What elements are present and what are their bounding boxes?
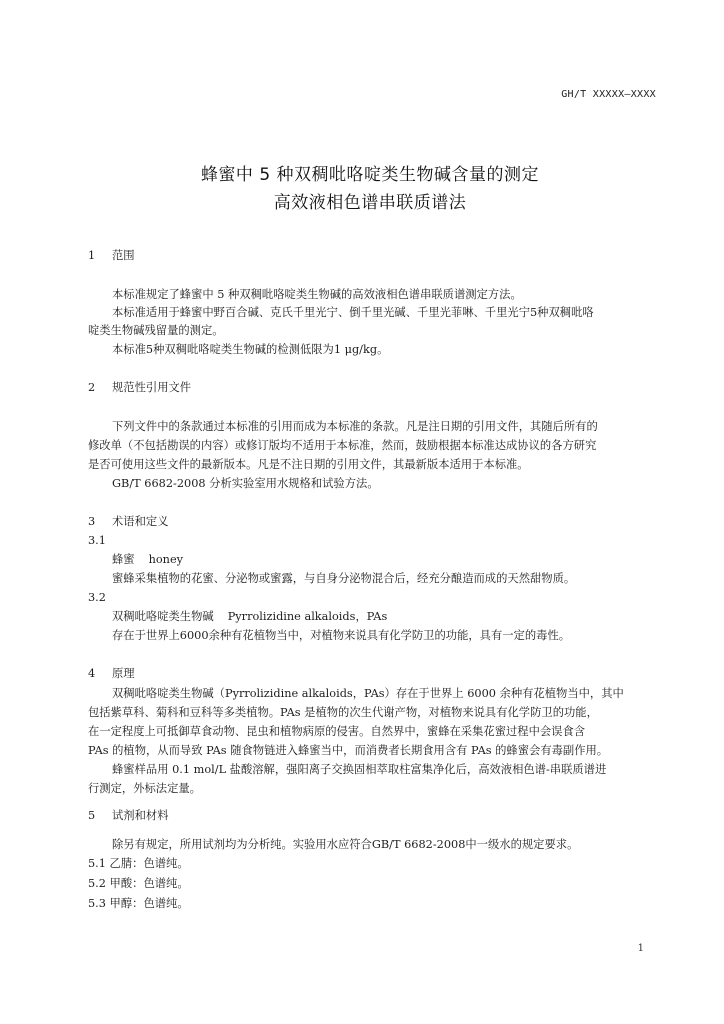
section-4-para-2b: 行测定，外标法定量。 [88, 782, 201, 795]
section-2-para-2: GB/T 6682-2008 分析实验室用水规格和试验方法。 [112, 477, 379, 490]
section-5-item-3: 5.3 甲醇：色谱纯。 [88, 897, 189, 910]
section-4-para-1b: 包括紫草科、菊科和豆科等多类植物。PAs 是植物的次生代谢产物，对植物来说具有化学防卫的功能， [88, 706, 598, 719]
document-title-line2: 高效液相色谱串联质谱法 [273, 193, 467, 213]
section-title: 试剂和材料 [112, 809, 169, 822]
term-zh: 双稠吡咯啶类生物碱 [112, 610, 214, 623]
section-title: 规范性引用文件 [112, 381, 192, 394]
section-1-heading [88, 249, 658, 263]
section-5-item-2: 5.2 甲酸：色谱纯。 [88, 877, 189, 890]
section-2-para-1c: 是否可使用这些文件的最新版本。凡是不注日期的引用文件，其最新版本适用于本标准。 [88, 458, 529, 471]
section-number: 2 [88, 381, 96, 394]
section-3-heading [88, 515, 658, 529]
section-1-para-1: 本标准规定了蜂蜜中 5 种双稠吡咯啶类生物碱的高效液相色谱串联质谱测定方法。 [112, 288, 522, 301]
section-number: 1 [88, 249, 96, 262]
term-1-definition: 蜜蜂采集植物的花蜜、分泌物或蜜露，与自身分泌物混合后，经充分酿造而成的天然甜物质。 [112, 572, 576, 585]
section-title: 范围 [112, 249, 135, 262]
term-2-heading [112, 610, 658, 624]
section-number: 3 [88, 515, 96, 528]
section-4-para-1d: PAs 的植物，从而导致 PAs 随食物链进入蜂蜜当中，而消费者长期食用含有 PAs 的蜂蜜会有毒副作用。 [88, 744, 609, 757]
section-2-heading [88, 381, 658, 395]
section-5-heading [88, 809, 658, 823]
section-number: 5 [88, 809, 96, 822]
section-2-para-1b: 修改单（不包括勘误的内容）或修订版均不适用于本标准，然而，鼓励根据本标准达成协议的各方研究 [88, 439, 597, 452]
term-1-heading [112, 553, 658, 567]
term-en: honey [148, 553, 184, 566]
term-2-definition: 存在于世界上6000余种有花植物当中，对植物来说具有化学防卫的功能，具有一定的毒性。 [112, 629, 571, 642]
section-1-para-2a: 本标准适用于蜂蜜中野百合碱、克氏千里光宁、倒千里光碱、千里光菲啉、千里光宁5种双稠吡咯 [112, 306, 594, 319]
section-5-para-1: 除另有规定，所用试剂均为分析纯。实验用水应符合GB/T 6682-2008中一级水的规定要求。 [112, 838, 579, 851]
term-en: Pyrrolizidine alkaloids，PAs [227, 610, 388, 623]
section-title: 原理 [112, 667, 135, 680]
standard-code: GH/T XXXXX—XXXX [561, 89, 656, 100]
section-number: 4 [88, 667, 96, 680]
section-4-para-2a: 蜂蜜样品用 0.1 mol/L 盐酸溶解，强阳离子交换固相萃取柱富集净化后，高效液相色谱-串联质谱进 [112, 763, 607, 776]
term-2-number: 3.2 [88, 591, 106, 604]
section-1-para-2b: 啶类生物碱残留量的测定。 [88, 324, 224, 337]
section-4-para-1a: 双稠吡咯啶类生物碱（Pyrrolizidine alkaloids，PAs）存在于世界上 6000 余种有花植物当中，其中 [112, 687, 624, 700]
section-title: 术语和定义 [112, 515, 169, 528]
section-4-para-1c: 在一定程度上可抵御草食动物、昆虫和植物病原的侵害。自然界中，蜜蜂在采集花蜜过程中会误食含 [88, 725, 586, 738]
section-2-para-1a: 下列文件中的条款通过本标准的引用而成为本标准的条款。凡是注日期的引用文件，其随后所有的 [112, 420, 598, 433]
section-1-para-3: 本标准5种双稠吡咯啶类生物碱的检测低限为1 μg/kg。 [112, 343, 389, 356]
term-1-number: 3.1 [88, 534, 106, 547]
section-5-item-1: 5.1 乙腈：色谱纯。 [88, 857, 189, 870]
term-zh: 蜂蜜 [112, 553, 135, 566]
page-number: 1 [637, 943, 644, 954]
document-title-line1: 蜂蜜中 5 种双稠吡咯啶类生物碱含量的测定 [200, 165, 540, 185]
section-4-heading [88, 667, 658, 681]
